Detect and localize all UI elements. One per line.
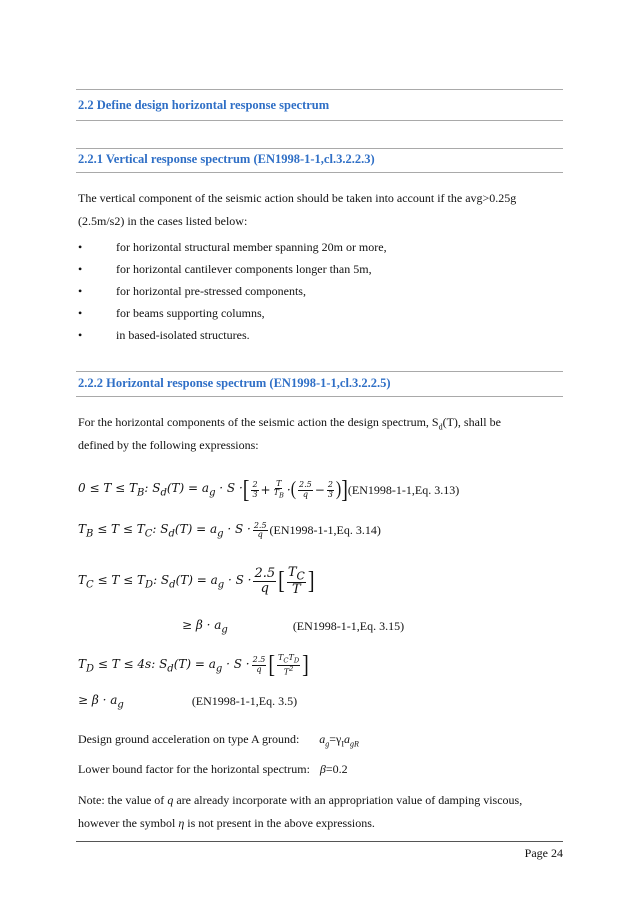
page-number: Page 24 [524,846,563,860]
paragraph-line: defined by the following expressions: [78,438,259,452]
equation-reference: (EN1998-1-1,Eq. 3.13) [347,482,460,497]
bullet-icon: • [78,306,83,320]
list-item: • for beams supporting columns, [78,306,265,320]
list-item: • in based-isolated structures. [78,328,250,342]
section-heading-2-2-1: 2.2.1 Vertical response spectrum (EN1998-1-1,cl.3.2.2.3) [78,152,375,166]
equation-reference: (EN1998-1-1,Eq. 3.5) [191,694,298,709]
definition-lower-bound: Lower bound factor for the horizontal spectrum: β=0.2 [78,762,348,776]
equation-3-15: $T_C \le T \le T_D$: $S_d(T) = a_g \cdot S$ · $\frac{2.5}{q}$ [ $\frac{T_C}{T}$ ] [78,565,315,597]
divider [76,396,563,397]
equation-3-13: $0 \le T \le T_B$: $S_d(T) = a_g \cdot S$ · [ $\frac{2}{3}$ + $\frac{T}{T_B}$ · ( $\frac{2.5}{q}$ − $\frac{2}{3}$ ) ] (EN1998-1-1,Eq. 3.13) [78,476,460,504]
equation-td-range: $T_D \le T \le 4s$: $S_d(T) = a_g \cdot S$ · $\frac{2.5}{q}$ [ $\frac{T_CT_D}{T^2}$ ] [78,651,309,680]
bullet-icon: • [78,240,83,254]
bullet-icon: • [78,262,83,276]
list-item: • for horizontal pre-stressed components, [78,284,306,298]
equation-3-14: $T_B \le T \le T_C$: $S_d(T) = a_g \cdot S$ · $\frac{2.5}{q}$ (EN1998-1-1,Eq. 3.14) [78,521,381,540]
note-line: Note: the value of q are already incorporate with an appropriation value of damping viscous, [78,793,523,807]
divider [76,371,563,372]
divider [76,89,563,90]
section-heading-2-2: 2.2 Define design horizontal response spectrum [78,98,330,112]
list-item: • for horizontal structural member spanning 20m or more, [78,240,387,254]
section-heading-2-2-2: 2.2.2 Horizontal response spectrum (EN1998-1-1,cl.3.2.2.5) [78,376,391,390]
bullet-icon: • [78,328,83,342]
divider [76,148,563,149]
footer-divider [76,841,563,842]
list-item: • for horizontal cantilever components longer than 5m, [78,262,372,276]
divider [76,172,563,173]
definition-ground-acceleration: Design ground acceleration on type A ground: $a_g=\gamma_Ia_{gR}$ [78,732,359,749]
paragraph-line: For the horizontal components of the seismic action the design spectrum, $S_d(T)$, shall be [78,415,501,432]
bullet-icon: • [78,284,83,298]
divider [76,120,563,121]
equation-reference: (EN1998-1-1,Eq. 3.15) [292,619,405,634]
equation-3-15-bound: ≥ $\beta \cdot a_g$ (EN1998-1-1,Eq. 3.15) [182,618,405,636]
equation-3-5: ≥ $\beta \cdot a_g$ (EN1998-1-1,Eq. 3.5) [78,693,298,711]
paragraph-line: The vertical component of the seismic action should be taken into account if the avg>0.25g [78,191,517,205]
paragraph-line: (2.5m/s2) in the cases listed below: [78,214,248,228]
note-line: however the symbol η is not present in the above expressions. [78,816,375,830]
equation-reference: (EN1998-1-1,Eq. 3.14) [269,523,381,538]
